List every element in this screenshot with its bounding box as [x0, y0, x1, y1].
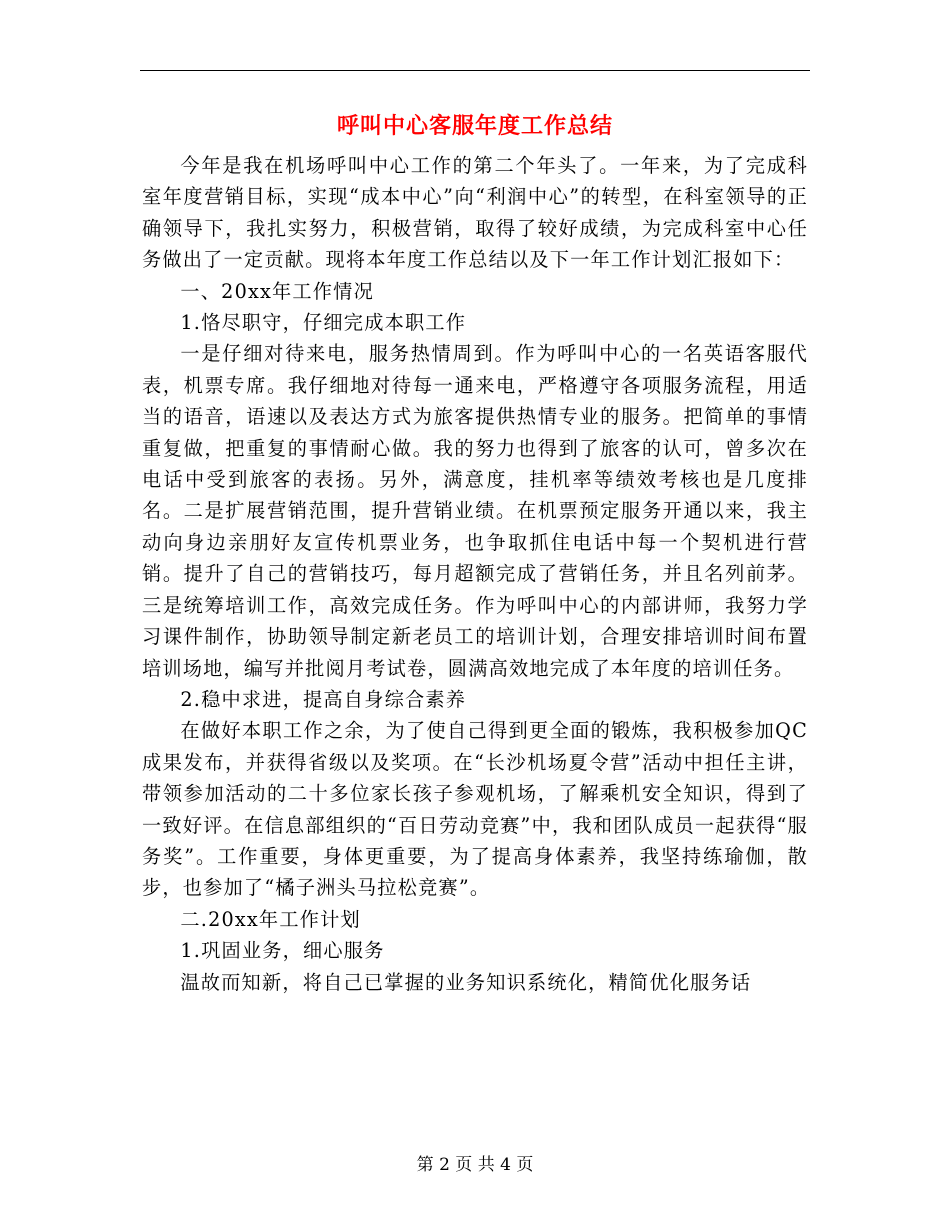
body-paragraph: 温故而知新，将自己已掌握的业务知识系统化，精简优化服务话: [180, 970, 752, 994]
intro-paragraph: 今年是我在机场呼叫中心工作的第二个年头了。一年来，为了完成科室年度营销目标，实现“成本中心”向“利润中心”的转型，在科室领导的正确领导下，我扎实努力，积极营销，取得了较好成绩，为完成科室中心任务做出了一定贡献。现将本年度工作总结以及下一年工作计划汇报如下：: [142, 154, 808, 272]
section-heading-2: 二.20xx年工作计划: [180, 907, 361, 931]
document-title: 呼叫中心客服年度工作总结: [336, 113, 613, 139]
subsection-heading-2-1: 1.巩固业务，细心服务: [180, 939, 385, 963]
header-rule: [140, 70, 810, 71]
body-paragraph: 一是仔细对待来电，服务热情周到。作为呼叫中心的一名英语客服代表，机票专席。我仔细地对待每一通来电，严格遵守各项服务流程，用适当的语音，语速以及表达方式为旅客提供热情专业的服务。把简单的事情重复做，把重复的事情耐心做。我的努力也得到了旅客的认可，曾多次在电话中受到旅客的表扬。另外，满意度，挂机率等绩效考核也是几度排名。二是扩展营销范围，提升营销业绩。在机票预定服务开通以来，我主动向身边亲朋好友宣传机票业务，也争取抓住电话中每一个契机进行营销。提升了自己的营销技巧，每月超额完成了营销任务，并且名列前茅。三是统筹培训工作，高效完成任务。作为呼叫中心的内部讲师，我努力学习课件制作，协助领导制定新老员工的培训计划，合理安排培训时间布置培训场地，编写并批阅月考试卷，圆满高效地完成了本年度的培训任务。: [142, 342, 808, 680]
section-heading-1: 一、20xx年工作情况: [180, 279, 374, 303]
body-paragraph: 在做好本职工作之余，为了使自己得到更全面的锻炼，我积极参加QC成果发布，并获得省级以及奖项。在“长沙机场夏令营”活动中担任主讲，带领参加活动的二十多位家长孩子参观机场，了解乘机安全知识，得到了一致好评。在信息部组织的“百日劳动竞赛”中，我和团队成员一起获得“服务奖”。工作重要，身体更重要，为了提高身体素养，我坚持练瑜伽，散步，也参加了“橘子洲头马拉松竞赛”。: [142, 719, 808, 900]
subsection-heading-1-1: 1.恪尽职守，仔细完成本职工作: [180, 311, 467, 335]
subsection-heading-1-2: 2.稳中求进，提高自身综合素养: [180, 687, 467, 711]
page-number-footer: 第 2 页 共 4 页: [416, 1155, 534, 1175]
document-body: [142, 150, 808, 998]
